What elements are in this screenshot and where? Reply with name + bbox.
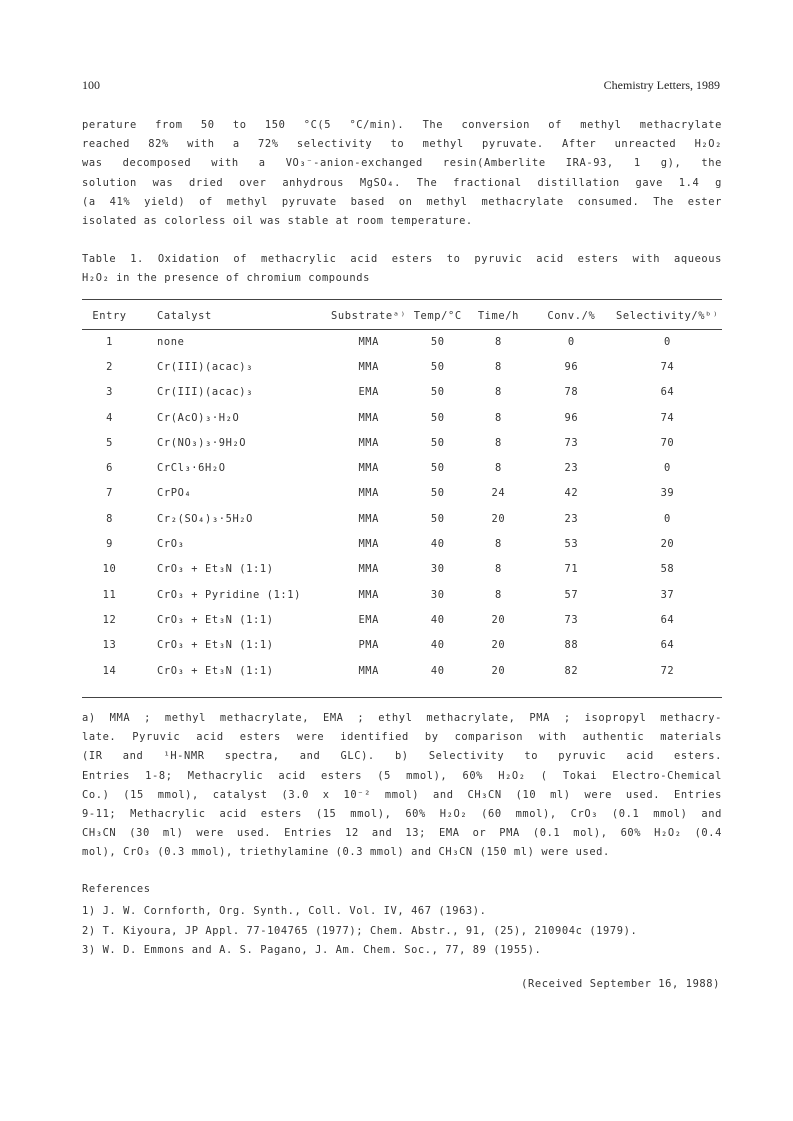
caption-line: Table 1. Oxidation of methacrylic acid esters to pyruvic acid esters with aqueous xyxy=(82,253,722,265)
cell-selectivity: 58 xyxy=(660,563,675,576)
intro-paragraph xyxy=(82,116,722,231)
cell-time: 8 xyxy=(494,538,502,551)
cell-conv: 71 xyxy=(564,563,579,576)
cell-temp: 50 xyxy=(430,462,445,475)
cell-selectivity: 64 xyxy=(660,639,675,652)
cell-conv: 82 xyxy=(564,664,579,677)
footnote-line: a) MMA ; methyl methacrylate, EMA ; ethyl methacrylate, PMA ; isopropyl methacry- xyxy=(82,712,722,724)
cell-substrate: MMA xyxy=(358,487,380,500)
reference-item: 3) W. D. Emmons and A. S. Pagano, J. Am. Chem. Soc., 77, 89 (1955). xyxy=(82,944,542,956)
cell-conv: 23 xyxy=(564,462,579,475)
cell-conv: 42 xyxy=(564,487,579,500)
header-catalyst: Catalyst xyxy=(157,310,212,322)
cell-selectivity: 64 xyxy=(660,613,675,626)
cell-time: 8 xyxy=(494,335,502,348)
cell-substrate: MMA xyxy=(358,588,380,601)
header-substrate: Substrateᵃ⁾ xyxy=(331,310,407,322)
cell-entry: 1 xyxy=(106,335,113,348)
header-selectivity: Selectivity/%ᵇ⁾ xyxy=(616,310,719,322)
table-row xyxy=(82,557,722,582)
cell-catalyst: Cr(AcO)₃·H₂O xyxy=(157,411,240,424)
page-header xyxy=(82,78,720,94)
table-caption xyxy=(82,250,722,288)
table-row xyxy=(82,455,722,480)
cell-temp: 50 xyxy=(430,487,445,500)
cell-catalyst: CrO₃ + Pyridine (1:1) xyxy=(157,588,302,601)
cell-entry: 7 xyxy=(106,487,113,500)
cell-selectivity: 0 xyxy=(663,335,671,348)
cell-entry: 12 xyxy=(102,613,117,626)
table-row xyxy=(82,607,722,632)
text-line: was decomposed with a VO₃⁻-anion-exchanged resin(Amberlite IRA-93, 1 g), the xyxy=(82,157,722,170)
cell-temp: 40 xyxy=(430,639,445,652)
cell-entry: 11 xyxy=(102,588,117,601)
cell-catalyst: CrO₃ + Et₃N (1:1) xyxy=(157,664,274,677)
cell-substrate: PMA xyxy=(358,639,380,652)
cell-entry: 10 xyxy=(102,563,117,576)
text-line: perature from 50 to 150 °C(5 °C/min). The conversion of methyl methacrylate xyxy=(82,119,722,131)
cell-catalyst: Cr(III)(acac)₃ xyxy=(157,386,254,399)
header-conv: Conv./% xyxy=(547,310,596,322)
cell-conv: 73 xyxy=(564,613,579,626)
cell-temp: 50 xyxy=(430,335,445,348)
cell-conv: 96 xyxy=(564,411,579,424)
cell-selectivity: 20 xyxy=(660,538,675,551)
table-row xyxy=(82,380,722,405)
cell-catalyst: CrPO₄ xyxy=(157,487,192,500)
table-row xyxy=(82,405,722,430)
cell-catalyst: Cr(NO₃)₃·9H₂O xyxy=(157,436,247,449)
table-row xyxy=(82,658,722,683)
cell-substrate: EMA xyxy=(358,386,380,399)
cell-time: 8 xyxy=(494,563,502,576)
table-row xyxy=(82,506,722,531)
cell-catalyst: CrO₃ + Et₃N (1:1) xyxy=(157,639,274,652)
footnote-line: 9-11; Methacrylic acid esters (15 mmol), 60% H₂O₂ (60 mmol), CrO₃ (0.1 mmol) and xyxy=(82,808,722,821)
cell-entry: 2 xyxy=(106,360,113,373)
cell-temp: 40 xyxy=(430,664,445,677)
footnote-line: (IR and ¹H-NMR spectra, and GLC). b) Selectivity to pyruvic acid esters. xyxy=(82,750,722,763)
cell-time: 20 xyxy=(491,664,506,677)
cell-selectivity: 0 xyxy=(663,512,671,525)
cell-conv: 78 xyxy=(564,386,579,399)
cell-temp: 40 xyxy=(430,538,445,551)
cell-catalyst: CrO₃ + Et₃N (1:1) xyxy=(157,613,274,626)
cell-entry: 6 xyxy=(106,462,113,475)
cell-conv: 53 xyxy=(564,538,579,551)
cell-selectivity: 70 xyxy=(660,436,675,449)
cell-entry: 14 xyxy=(102,664,117,677)
table-header-row xyxy=(82,303,722,329)
cell-substrate: EMA xyxy=(358,613,380,626)
header-time: Time/h xyxy=(477,310,519,322)
page-number: 100 xyxy=(82,78,100,92)
table-top-rule xyxy=(82,299,722,300)
received-date: (Received September 16, 1988) xyxy=(521,978,720,990)
cell-substrate: MMA xyxy=(358,462,380,475)
cell-temp: 50 xyxy=(430,512,445,525)
cell-catalyst: CrO₃ + Et₃N (1:1) xyxy=(157,563,274,576)
cell-temp: 40 xyxy=(430,613,445,626)
cell-temp: 50 xyxy=(430,411,445,424)
cell-temp: 50 xyxy=(430,436,445,449)
cell-substrate: MMA xyxy=(358,411,380,424)
footnote-line: late. Pyruvic acid esters were identified by comparison with authentic materials xyxy=(82,731,722,744)
caption-line: H₂O₂ in the presence of chromium compounds xyxy=(82,272,370,284)
text-line: reached 82% with a 72% selectivity to methyl pyruvate. After unreacted H₂O₂ xyxy=(82,138,722,151)
cell-catalyst: none xyxy=(157,335,185,348)
table-row xyxy=(82,430,722,455)
header-temp: Temp/°C xyxy=(413,310,462,322)
cell-time: 8 xyxy=(494,360,502,373)
table-row xyxy=(82,481,722,506)
cell-conv: 73 xyxy=(564,436,579,449)
cell-selectivity: 64 xyxy=(660,386,675,399)
references-title: References xyxy=(82,883,151,895)
cell-time: 24 xyxy=(491,487,506,500)
cell-substrate: MMA xyxy=(358,512,380,525)
cell-entry: 9 xyxy=(106,538,113,551)
table-row xyxy=(82,582,722,607)
cell-substrate: MMA xyxy=(358,664,380,677)
cell-conv: 96 xyxy=(564,360,579,373)
cell-substrate: MMA xyxy=(358,538,380,551)
table-bottom-rule xyxy=(82,697,722,698)
cell-time: 8 xyxy=(494,462,502,475)
cell-substrate: MMA xyxy=(358,360,380,373)
cell-substrate: MMA xyxy=(358,436,380,449)
cell-time: 20 xyxy=(491,613,506,626)
cell-time: 20 xyxy=(491,512,506,525)
cell-time: 8 xyxy=(494,588,502,601)
cell-conv: 0 xyxy=(567,335,575,348)
cell-catalyst: Cr₂(SO₄)₃·5H₂O xyxy=(157,512,254,525)
cell-entry: 5 xyxy=(106,436,113,449)
cell-temp: 50 xyxy=(430,360,445,373)
cell-entry: 4 xyxy=(106,411,113,424)
cell-catalyst: CrO₃ xyxy=(157,538,185,551)
footnote-line: Entries 1-8; Methacrylic acid esters (5 mmol), 60% H₂O₂ ( Tokai Electro-Chemical xyxy=(82,769,722,782)
text-line: (a 41% yield) of methyl pyruvate based on methyl methacrylate consumed. The ester xyxy=(82,195,722,208)
cell-temp: 30 xyxy=(430,563,445,576)
cell-selectivity: 74 xyxy=(660,411,675,424)
cell-conv: 57 xyxy=(564,588,579,601)
reference-item: 1) J. W. Cornforth, Org. Synth., Coll. Vol. IV, 467 (1963). xyxy=(82,905,487,917)
cell-selectivity: 39 xyxy=(660,487,675,500)
cell-entry: 13 xyxy=(102,639,117,652)
cell-time: 8 xyxy=(494,386,502,399)
journal-name: Chemistry Letters, 1989 xyxy=(603,78,720,92)
cell-entry: 3 xyxy=(106,386,113,399)
table-row xyxy=(82,354,722,379)
footnote-line: Co.) (15 mmol), catalyst (3.0 x 10⁻² mmol) and CH₃CN (10 ml) were used. Entries xyxy=(82,788,722,801)
cell-time: 20 xyxy=(491,639,506,652)
cell-selectivity: 72 xyxy=(660,664,675,677)
cell-temp: 50 xyxy=(430,386,445,399)
table-header-rule xyxy=(82,329,722,330)
text-line: solution was dried over anhydrous MgSO₄. The fractional distillation gave 1.4 g xyxy=(82,176,722,189)
text-line: isolated as colorless oil was stable at room temperature. xyxy=(82,215,473,228)
cell-temp: 30 xyxy=(430,588,445,601)
cell-selectivity: 0 xyxy=(663,462,671,475)
cell-catalyst: CrCl₃·6H₂O xyxy=(157,462,226,475)
table-row xyxy=(82,633,722,658)
cell-substrate: MMA xyxy=(358,563,380,576)
cell-time: 8 xyxy=(494,436,502,449)
cell-time: 8 xyxy=(494,411,502,424)
cell-entry: 8 xyxy=(106,512,113,525)
table-row xyxy=(82,531,722,556)
reference-item: 2) T. Kiyoura, JP Appl. 77-104765 (1977); Chem. Abstr., 91, (25), 210904c (1979). xyxy=(82,924,638,937)
header-entry: Entry xyxy=(92,310,127,322)
cell-catalyst: Cr(III)(acac)₃ xyxy=(157,360,254,373)
cell-selectivity: 74 xyxy=(660,360,675,373)
cell-substrate: MMA xyxy=(358,335,380,348)
cell-conv: 23 xyxy=(564,512,579,525)
references-list xyxy=(82,902,722,961)
cell-conv: 88 xyxy=(564,639,579,652)
table-row xyxy=(82,329,722,354)
results-table xyxy=(82,303,722,683)
footnote-line: CH₃CN (30 ml) were used. Entries 12 and 13; EMA or PMA (0.1 mol), 60% H₂O₂ (0.4 xyxy=(82,827,722,840)
table-footnotes xyxy=(82,709,722,863)
footnote-line: mol), CrO₃ (0.3 mmol), triethylamine (0.3 mmol) and CH₃CN (150 ml) were used. xyxy=(82,846,610,859)
cell-selectivity: 37 xyxy=(660,588,675,601)
